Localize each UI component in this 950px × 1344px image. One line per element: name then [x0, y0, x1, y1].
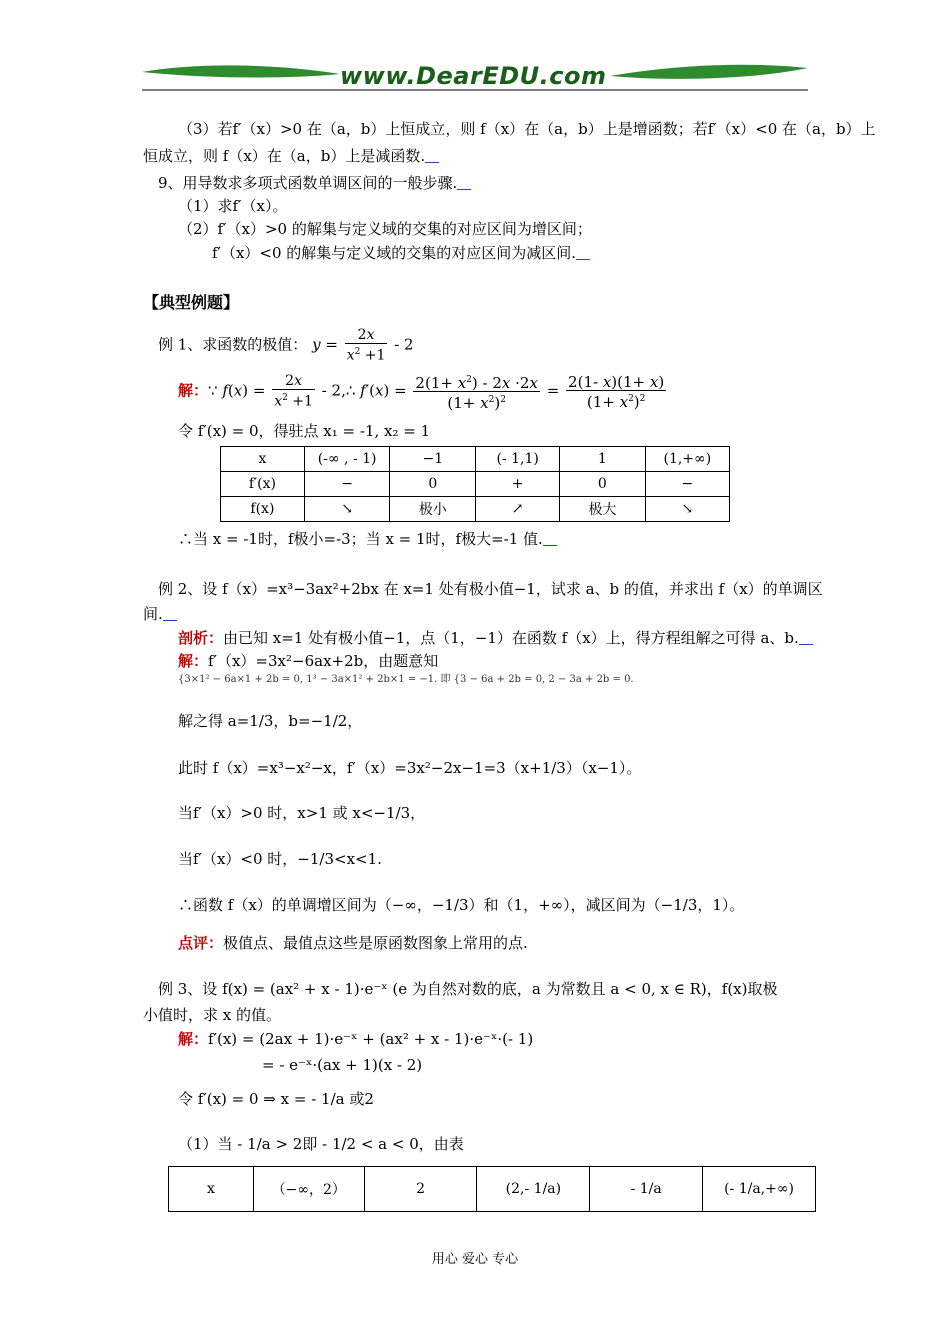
ex3-derivative: 解：f′(x) = (2ax + 1)·e⁻ˣ + (ax² + x - 1)·e⁻ˣ·(- 1) — [178, 1030, 534, 1048]
table-cell: 2 — [364, 1167, 477, 1212]
item-9-step2: （2）f′（x）>0 的解集与定义域的交集的对应区间为增区间； — [178, 220, 592, 238]
ex1-table — [220, 446, 730, 522]
section-title: 【典型例题】 — [143, 293, 240, 312]
page-footer: 用心 爱心 专心 — [431, 1252, 519, 1267]
header-swoosh-left — [142, 65, 340, 77]
ex2-decreasing: 当f′（x）<0 时，−1/3<x<1. — [178, 850, 382, 868]
ex3-table — [168, 1166, 816, 1212]
ex2-comment: 点评：极值点、最值点这些是原函数图象上常用的点. — [178, 934, 528, 952]
table-cell: (- 1,1) — [476, 447, 560, 472]
table-cell: （−∞，2） — [253, 1167, 364, 1212]
table-cell: (-∞ , - 1) — [304, 447, 390, 472]
ex3-zero: 令 f′(x) = 0 ⇒ x = - 1/a 或2 — [178, 1090, 374, 1108]
ex2-analysis: 剖析：由已知 x=1 处有极小值−1，点（1，−1）在函数 f（x）上，得方程组解之可得 a、b. — [178, 627, 813, 649]
table-cell: 极小 — [390, 497, 476, 522]
ex2-system: {3×1² − 6a×1 + 2b = 0, 1³ − 3a×1² + 2b×1 = −1. 即 {3 − 6a + 2b = 0, 2 − 3a + 2b = 0. — [178, 674, 634, 685]
table-cell: (2,- 1/a) — [477, 1167, 590, 1212]
table-row — [221, 472, 730, 497]
ex1-question: 例 1、求函数的极值： y = $\frac{2x}{x^2 +1}$ - 2 — [158, 327, 414, 364]
table-cell: + — [476, 472, 560, 497]
table-cell: ↘ — [304, 497, 390, 522]
ex3-derivative-factored: = - e⁻ˣ·(ax + 1)(x - 2) — [262, 1056, 423, 1074]
table-cell: −1 — [390, 447, 476, 472]
item-9-title: 9、用导数求多项式函数单调区间的一般步骤. — [158, 172, 471, 194]
table-cell: 1 — [560, 447, 646, 472]
table-cell: ↗ — [476, 497, 560, 522]
header-swoosh-right — [610, 65, 808, 79]
table-cell: − — [645, 472, 729, 497]
table-cell: (1,+∞) — [645, 447, 729, 472]
table-cell: f′(x) — [221, 472, 305, 497]
ex3-question-line2: 小值时，求 x 的值。 — [143, 1006, 281, 1024]
table-cell: − — [304, 472, 390, 497]
table-row — [221, 447, 730, 472]
ex1-solution: 解：∵ f(x) = $\frac{2x}{x^2 +1}$ - 2,∴ f′(x) = $\frac{2(1+ x^2) - 2x \cdot 2x}{(1+ x^2)^2}$ = $\frac{2(1- x)(1+ x)}{(1+ x^2)^2}$ — [178, 372, 665, 412]
ex2-then: 此时 f（x）=x³−x²−x，f′（x）=3x²−2x−1=3（x+1/3）（x−1）。 — [178, 759, 642, 777]
table-cell: x — [221, 447, 305, 472]
ex2-conclusion: ∴函数 f（x）的单调增区间为（−∞，−1/3）和（1，+∞），减区间为（−1/3，1）。 — [178, 896, 745, 914]
ex2-increasing: 当f′（x）>0 时，x>1 或 x<−1/3， — [178, 804, 426, 822]
table-cell: ↘ — [645, 497, 729, 522]
table-cell: 0 — [390, 472, 476, 497]
ex1-conclusion: ∴当 x = -1时，f极小=-3；当 x = 1时，f极大=-1 值. — [178, 528, 557, 550]
table-row — [169, 1167, 816, 1212]
paragraph-3-line1: （3）若f′（x）>0 在（a，b）上恒成立，则 f（x）在（a，b）上是增函数；若f′（x）<0 在（a，b）上 — [178, 120, 876, 138]
ex2-question-line1: 例 2、设 f（x）=x³−3ax²+2bx 在 x=1 处有极小值−1，试求 a、b 的值，并求出 f（x）的单调区 — [158, 580, 823, 598]
table-row — [221, 497, 730, 522]
table-cell: x — [169, 1167, 254, 1212]
table-cell: f(x) — [221, 497, 305, 522]
ex2-question-line2: 间. — [143, 603, 177, 625]
ex1-stationary: 令 f′(x) = 0，得驻点 x₁ = -1, x₂ = 1 — [178, 422, 431, 440]
item-9-step3: f′（x）<0 的解集与定义域的交集的对应区间为减区间. — [212, 242, 590, 264]
ex2-solution: 解：f′（x）=3x²−6ax+2b，由题意知 — [178, 652, 439, 670]
ex3-case1: （1）当 - 1/a > 2即 - 1/2 < a < 0，由表 — [178, 1135, 464, 1153]
table-cell: 极大 — [560, 497, 646, 522]
table-cell: (- 1/a,+∞) — [703, 1167, 816, 1212]
ex2-solve: 解之得 a=1/3，b=−1/2， — [178, 712, 363, 730]
ex3-question-line1: 例 3、设 f(x) = (ax² + x - 1)·e⁻ˣ (e 为自然对数的底，a 为常数且 a < 0, x ∈ R)，f(x)取极 — [158, 980, 778, 998]
table-cell: 0 — [560, 472, 646, 497]
table-cell: - 1/a — [590, 1167, 703, 1212]
site-title: www.DearEDU.com — [340, 62, 607, 90]
item-9-step1: （1）求f′（x）。 — [178, 197, 288, 215]
paragraph-3-line2: 恒成立，则 f（x）在（a，b）上是减函数. — [143, 145, 439, 167]
